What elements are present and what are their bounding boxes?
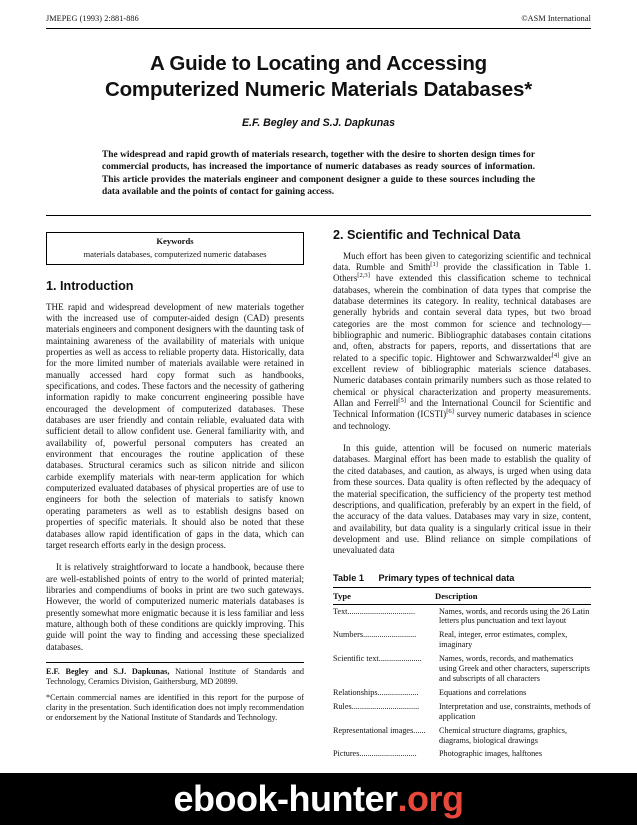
- cell-description: Names, words, records, and mathematics using Greek and other characters, superscripts and subscripts of all characters: [439, 654, 590, 683]
- leader-dots: .....................: [378, 654, 422, 664]
- page-title: [46, 51, 591, 103]
- abstract-text: The widespread and rapid growth of materials research, together with the desire to shorten design times for commercial products, has increased the importance of numeric databases as ready sources of information. This article provides the materials engineer and component designer a guide to these sources including the data available and the points of contact for gaining access.: [102, 150, 535, 198]
- table-row: [333, 604, 591, 628]
- title-line-2: Computerized Numeric Materials Databases*: [104, 78, 532, 101]
- cell-type: [333, 700, 435, 724]
- watermark-banner: [0, 773, 637, 825]
- table-row: [333, 628, 591, 652]
- table-row: [333, 747, 591, 762]
- watermark-text: ebook-hunter: [173, 778, 398, 819]
- watermark-domain-suffix: .org: [397, 778, 464, 819]
- running-header: [46, 14, 591, 27]
- sci-paragraph-2: In this guide, attention will be focused on numeric materials databases. Marginal effort has been made to establish the quality of the cited databases, and caution, as always, is urged when using data from these sources. Data quality is often reflected by the adequacy of the material specification, the sufficiency of the property test method descriptions, and qualification, preferably by an expert in the field, of the accuracy of the data values. Databases may vary in size, content, and availability, but data quality is a singularly critical issue in their development and use. Blind reliance on simple compilations of unevaluated data: [333, 443, 591, 556]
- technical-data-table: [333, 587, 591, 763]
- header-right-publisher: ©ASM International: [521, 14, 591, 23]
- table-row: [333, 724, 591, 748]
- author-affiliation: E.F. Begley and S.J. Dapkunas, National Institute of Standards and Technology, Ceramics Division, Gaithersburg, MD 20899.: [46, 666, 305, 687]
- keywords-box: [46, 232, 304, 265]
- leader-dots: ............................: [359, 749, 417, 759]
- cell-type-label: Pictures: [333, 749, 360, 759]
- keywords-title: Keywords: [156, 235, 194, 246]
- cell-description: Equations and correlations: [439, 687, 527, 697]
- cell-description: Real, integer, error estimates, complex, imaginary: [439, 630, 568, 650]
- cell-type-label: Scientific text: [333, 654, 379, 664]
- table-header-row: [333, 587, 591, 604]
- header-divider: [46, 28, 591, 29]
- cell-type: [333, 747, 435, 762]
- body-columns: [46, 228, 591, 825]
- title-footnote: *Certain commercial names are identified in this report for the purpose of clarity in the presentation. Such identification does not imply recommendation or endorsement by the National Institute of Standards and Technology.: [46, 693, 304, 723]
- cell-type: [333, 724, 435, 748]
- cell-type-label: Rules: [333, 701, 352, 711]
- title-line-1: A Guide to Locating and Accessing: [149, 52, 487, 75]
- sci-paragraph-1: Much effort has been given to categorizing scientific and technical data. Rumble and Smith[1] provide the classification in Table 1. Others[2,3] have extended this classification scheme to technical databases, wherein the combination of data types that comprise the database determines its category. In reality, technical databases are generally hybrids and contain several data types, but two broad categories are the most common for science and technology—bibliographic and numeric. Bibliographic databases contain citations and, often, abstracts for papers, reports, and dissertations that are related to a specific topic. Hightower and Schwarzwalder[4] give an excellent review of bibliographic materials science databases. Numeric databases contain primarily numbers such as those related to chemical or physical characterization and property measurements. Allan and Ferrell[5] and the International Council for Scientific and Technical Information (ICSTI)[6] survey numeric databases in science and technology.: [333, 250, 591, 431]
- table-number: Table 1: [333, 572, 364, 583]
- cell-type: [333, 628, 435, 652]
- column-header-type: Type: [333, 587, 435, 604]
- column-header-description: Description: [435, 587, 591, 604]
- abstract-divider: [46, 215, 591, 216]
- table-row: [333, 652, 591, 686]
- table-title: Primary types of technical data: [378, 572, 515, 583]
- cell-description: Photographic images, halftones: [439, 749, 543, 759]
- leader-dots: ......: [413, 725, 426, 735]
- cell-type: [333, 652, 435, 686]
- leader-dots: ..........................: [363, 630, 417, 640]
- header-left-citation: JMEPEG (1993) 2:881-886: [46, 14, 139, 23]
- table-row: [333, 686, 591, 700]
- table-row: [333, 700, 591, 724]
- leader-dots: ....................: [377, 687, 419, 697]
- right-column: [333, 228, 591, 825]
- paper-sheet: [46, 14, 591, 804]
- cell-description: Chemical structure diagrams, graphics, diagrams, biological drawings: [439, 725, 568, 745]
- intro-paragraph-1: THE rapid and widespread development of new materials together with the increased use of computer-aided design (CAD) presents materials engineers and component designers with the daunting task of maintaining awareness of the availability of materials with unique properties as well as access to reliable property data. Historically, data for the more limited number of materials available were retained in manually accessed hard copy format such as handbooks, specifications, and codes. These factors and the necessity of gathering information rapidly to make concurrent engineering possible have encouraged the development of computerized databases. These databases are user friendly and contain reliable, evaluated data with sufficient detail to allow confident use. General familiarity with, and availability of, powerful personal computers has created an environment that encourages the routine application of these databases. Structural ceramics such as silicon nitride and silicon carbide exemplify materials with near-term application for which computerized evaluated databases of physical properties are of use to engineers for both the selection of materials to satisfy known operating parameters as well as to establish designs based on properties of specific materials. It should also be noted that these databases allow rapid identification of gaps in the data, which can target research efforts early in the design process.: [46, 301, 304, 550]
- cell-type: [333, 604, 435, 628]
- cell-type-label: Numbers: [333, 630, 364, 640]
- cell-type-label: Text: [333, 606, 348, 616]
- left-column: [46, 228, 304, 825]
- cell-type-label: Relationships: [333, 687, 378, 697]
- intro-paragraph-2: It is relatively straightforward to locate a handbook, because there are well-established points of entry to the world of printed material; libraries and compendiums of books in print are two such gateways. However, the world of computerized numeric materials databases is presently somewhat more enigmatic because it is less familiar and less mature, although both of these conditions are quickly improving. This guide will point the way to finding and accessing these specialized databases.: [46, 562, 304, 652]
- keywords-list: materials databases, computerized numeric databases: [83, 248, 267, 259]
- cell-type: [333, 686, 435, 700]
- section-heading-scientific-and-technical-data: 2. Scientific and Technical Data: [333, 227, 521, 242]
- cell-description: Names, words, and records using the 26 Latin letters plus punctuation and text layout: [439, 606, 590, 626]
- cell-type-label: Representational images: [333, 725, 414, 735]
- author-list: E.F. Begley and S.J. Dapkunas: [241, 117, 396, 129]
- cell-description: Interpretation and use, constraints, methods of application: [439, 701, 591, 721]
- leader-dots: .................................: [347, 606, 415, 616]
- table-caption: [333, 573, 591, 583]
- section-heading-introduction: 1. Introduction: [46, 278, 134, 293]
- footnote-divider: [46, 662, 304, 663]
- leader-dots: .................................: [351, 701, 420, 711]
